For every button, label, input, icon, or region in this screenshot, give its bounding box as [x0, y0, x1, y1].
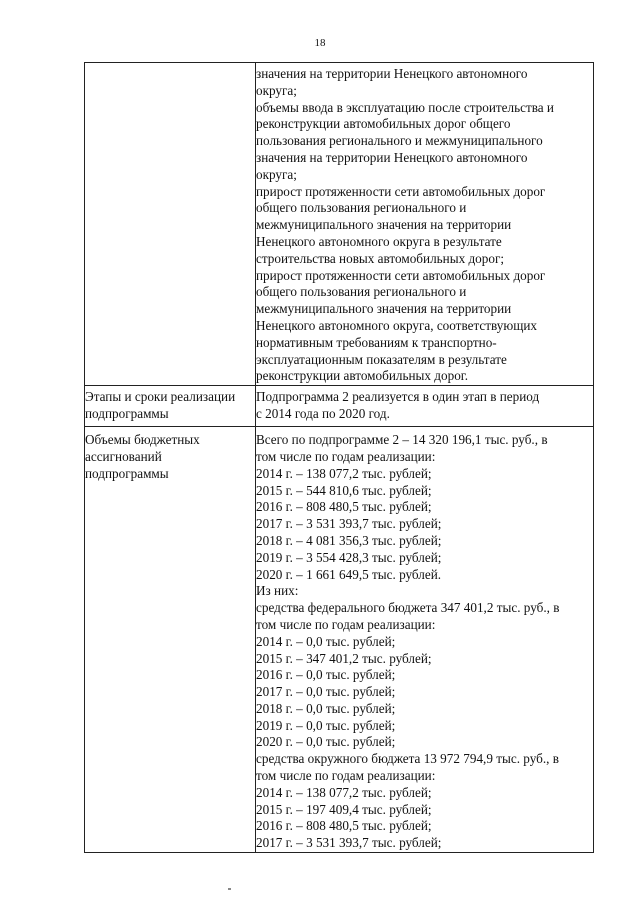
text-line: Ненецкого автономного округа в результате — [256, 233, 502, 249]
text-line: 2018 г. – 4 081 356,3 тыс. рублей; — [256, 532, 442, 548]
text-line: эксплуатационным показателям в результате — [256, 351, 507, 367]
text-line: 2016 г. – 808 480,5 тыс. рублей; — [256, 818, 432, 834]
text-line: прирост протяженности сети автомобильных дорог — [256, 183, 546, 199]
text-line: 2014 г. – 0,0 тыс. рублей; — [256, 633, 396, 649]
text-line: 2020 г. – 0,0 тыс. рублей; — [256, 734, 396, 750]
label-line: ассигнований — [85, 448, 162, 464]
text-line: 2017 г. – 0,0 тыс. рублей; — [256, 684, 396, 700]
text-line: 2014 г. – 138 077,2 тыс. рублей; — [256, 465, 432, 481]
text-line: Из них: — [256, 583, 299, 599]
text-line: округа; — [256, 82, 297, 98]
text-line: объемы ввода в эксплуатацию после строительства и — [256, 99, 554, 115]
text-line: 2017 г. – 3 531 393,7 тыс. рублей; — [256, 516, 442, 532]
text-line: 2018 г. – 0,0 тыс. рублей; — [256, 700, 396, 716]
text-line: Подпрограмма 2 реализуется в один этап в период — [256, 389, 540, 405]
text-line: Ненецкого автономного округа, соответствующих — [256, 317, 538, 333]
text-line: реконструкции автомобильных дорог общего — [256, 116, 511, 132]
label-line: подпрограммы — [85, 465, 169, 481]
text-line: 2016 г. – 808 480,5 тыс. рублей; — [256, 499, 432, 515]
stages-terms-value — [256, 386, 594, 427]
label-line: Объемы бюджетных — [85, 432, 200, 448]
text-line: 2015 г. – 347 401,2 тыс. рублей; — [256, 650, 432, 666]
table-row — [85, 427, 594, 853]
stages-terms-label — [85, 386, 256, 427]
text-line: том числе по годам реализации: — [256, 448, 436, 464]
label-line: подпрограммы — [85, 405, 169, 421]
text-line: с 2014 года по 2020 год. — [256, 405, 390, 421]
text-line: 2016 г. – 0,0 тыс. рублей; — [256, 667, 396, 683]
row-label-cell — [85, 63, 256, 386]
text-line: прирост протяженности сети автомобильных дорог — [256, 267, 546, 283]
budget-allocations-value — [256, 427, 594, 853]
table-row — [85, 63, 594, 386]
text-line: средства федерального бюджета 347 401,2 тыс. руб., в — [256, 600, 560, 616]
text-line: общего пользования регионального и — [256, 200, 467, 216]
text-line: значения на территории Ненецкого автономного — [256, 149, 528, 165]
text-line: 2014 г. – 138 077,2 тыс. рублей; — [256, 784, 432, 800]
target-indicators-cell — [256, 63, 594, 386]
label-line: Этапы и сроки реализации — [85, 389, 236, 405]
text-line: округа; — [256, 166, 297, 182]
text-line: том числе по годам реализации: — [256, 768, 436, 784]
text-line: 2019 г. – 0,0 тыс. рублей; — [256, 717, 396, 733]
text-line: общего пользования регионального и — [256, 284, 467, 300]
text-line: межмуниципального значения на территории — [256, 217, 512, 233]
text-line: средства окружного бюджета 13 972 794,9 тыс. руб., в — [256, 751, 559, 767]
scan-artifact-mark — [228, 888, 231, 890]
budget-allocations-label — [85, 427, 256, 853]
text-line: том числе по годам реализации: — [256, 616, 436, 632]
table-row — [85, 386, 594, 427]
text-line: строительства новых автомобильных дорог; — [256, 250, 505, 266]
text-line: нормативным требованиям к транспортно- — [256, 334, 497, 350]
page-number: 18 — [314, 37, 326, 49]
subprogram-passport-table — [84, 62, 594, 853]
text-line: реконструкции автомобильных дорог. — [256, 368, 469, 384]
text-line: значения на территории Ненецкого автономного — [256, 66, 528, 81]
text-line: Всего по подпрограмме 2 – 14 320 196,1 тыс. руб., в — [256, 432, 548, 448]
text-line: межмуниципального значения на территории — [256, 301, 512, 317]
text-line: 2017 г. – 3 531 393,7 тыс. рублей; — [256, 835, 442, 851]
text-line: 2015 г. – 544 810,6 тыс. рублей; — [256, 482, 432, 498]
text-line: пользования регионального и межмуниципального — [256, 133, 543, 149]
text-line: 2019 г. – 3 554 428,3 тыс. рублей; — [256, 549, 442, 565]
text-line: 2015 г. – 197 409,4 тыс. рублей; — [256, 801, 432, 817]
text-line: 2020 г. – 1 661 649,5 тыс. рублей. — [256, 566, 442, 582]
